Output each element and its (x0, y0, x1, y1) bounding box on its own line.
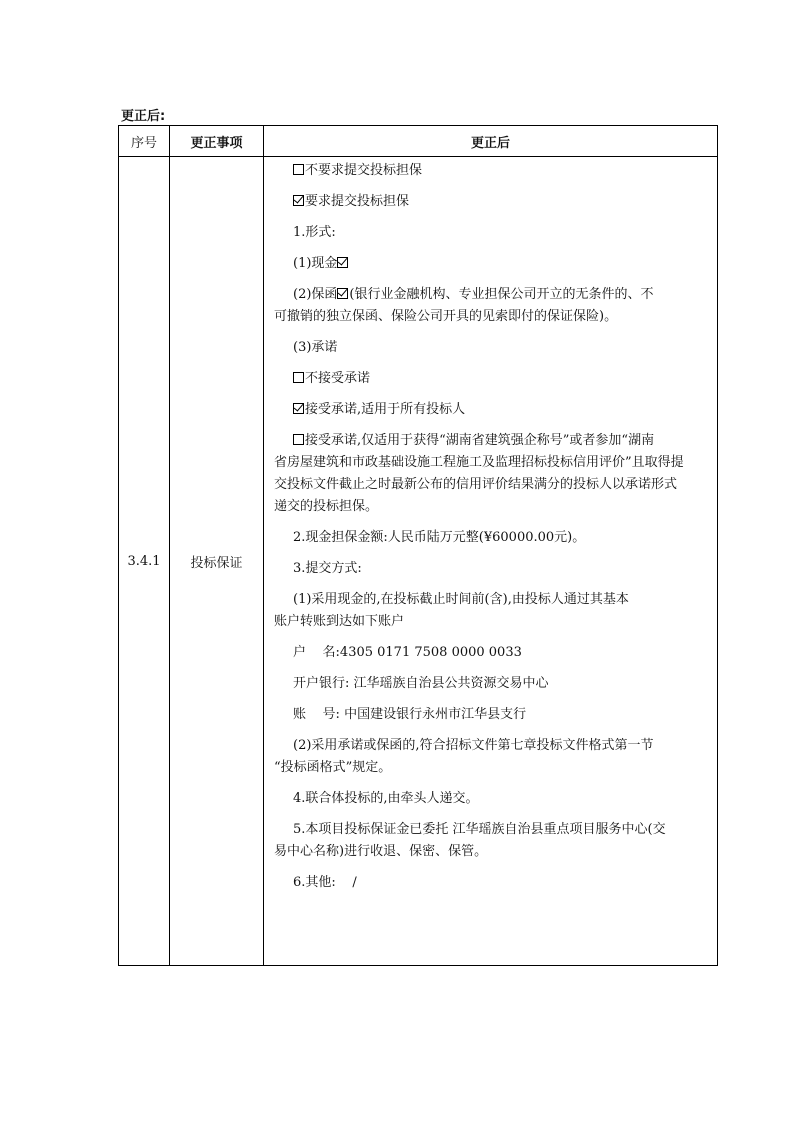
content-line: (1)现金 (274, 254, 709, 274)
content-line: 递交的投标担保。 (274, 499, 379, 514)
content-line: 1.形式: (293, 225, 336, 240)
table-header-row (119, 126, 718, 157)
table-row (119, 157, 718, 966)
bank-line: 开户银行: 江华瑶族自治县公共资源交易中心 (293, 676, 549, 691)
header-item: 更正事项 (170, 126, 264, 157)
content-line: 要求提交投标担保 (274, 192, 709, 212)
content-line: (2)采用承诺或保函的,符合招标文件第七章投标文件格式第一节 (293, 738, 654, 753)
content-line: 4.联合体投标的,由牵头人递交。 (293, 791, 479, 806)
content-line: 省房屋建筑和市政基础设施工程施工及监理招标投标信用评价”且取得提 (274, 455, 684, 470)
account-name-line: 户 名:4305 0171 7508 0000 0033 (293, 645, 522, 660)
checkbox-checked-icon (337, 257, 348, 268)
row-seq: 3.4.1 (119, 157, 170, 966)
content-line: 不要求提交投标担保 (274, 161, 709, 181)
content-line: 易中心名称)进行收退、保密、保管。 (274, 844, 488, 859)
checkbox-checked-icon (293, 195, 304, 206)
header-seq: 序号 (119, 126, 170, 157)
row-content (264, 157, 718, 966)
correction-table (118, 125, 718, 966)
checkbox-checked-icon (337, 288, 348, 299)
header-after: 更正后 (264, 126, 718, 157)
content-line: (3)承诺 (293, 340, 338, 355)
checkbox-checked-icon (293, 403, 304, 414)
content-line: 5.本项目投标保证金已委托 江华瑶族自治县重点项目服务中心(交 (293, 822, 666, 837)
content-line: 不接受承诺 (274, 369, 709, 389)
content-line: 交投标文件截止之时最新公布的信用评价结果满分的投标人以承诺形式 (274, 477, 678, 492)
row-item: 投标保证 (170, 157, 264, 966)
content-line: “投标函格式”规定。 (274, 760, 392, 775)
content-line: 接受承诺,适用于所有投标人 (274, 400, 709, 420)
checkbox-unchecked-icon (293, 164, 304, 175)
content-line: 可撤销的独立保函、保险公司开具的见索即付的保证保险)。 (274, 309, 618, 324)
content-line: 2.现金担保金额:人民币陆万元整(¥60000.00元)。 (293, 530, 586, 545)
section-heading: 更正后: (121, 109, 166, 124)
content-line: 接受承诺,仅适用于获得“湖南省建筑强企称号”或者参加“湖南 (274, 431, 709, 451)
checkbox-unchecked-icon (293, 372, 304, 383)
content-line: 6.其他: / (293, 875, 357, 890)
account-number-line: 账 号: 中国建设银行永州市江华县支行 (293, 707, 527, 722)
content-line: (1)采用现金的,在投标截止时间前(含),由投标人通过其基本 (293, 592, 629, 607)
checkbox-unchecked-icon (293, 434, 304, 445)
content-line: 账户转账到达如下账户 (274, 614, 405, 629)
content-line: 3.提交方式: (293, 561, 362, 576)
content-line: (2)保函 (银行业金融机构、专业担保公司开立的无条件的、不 (293, 287, 654, 302)
